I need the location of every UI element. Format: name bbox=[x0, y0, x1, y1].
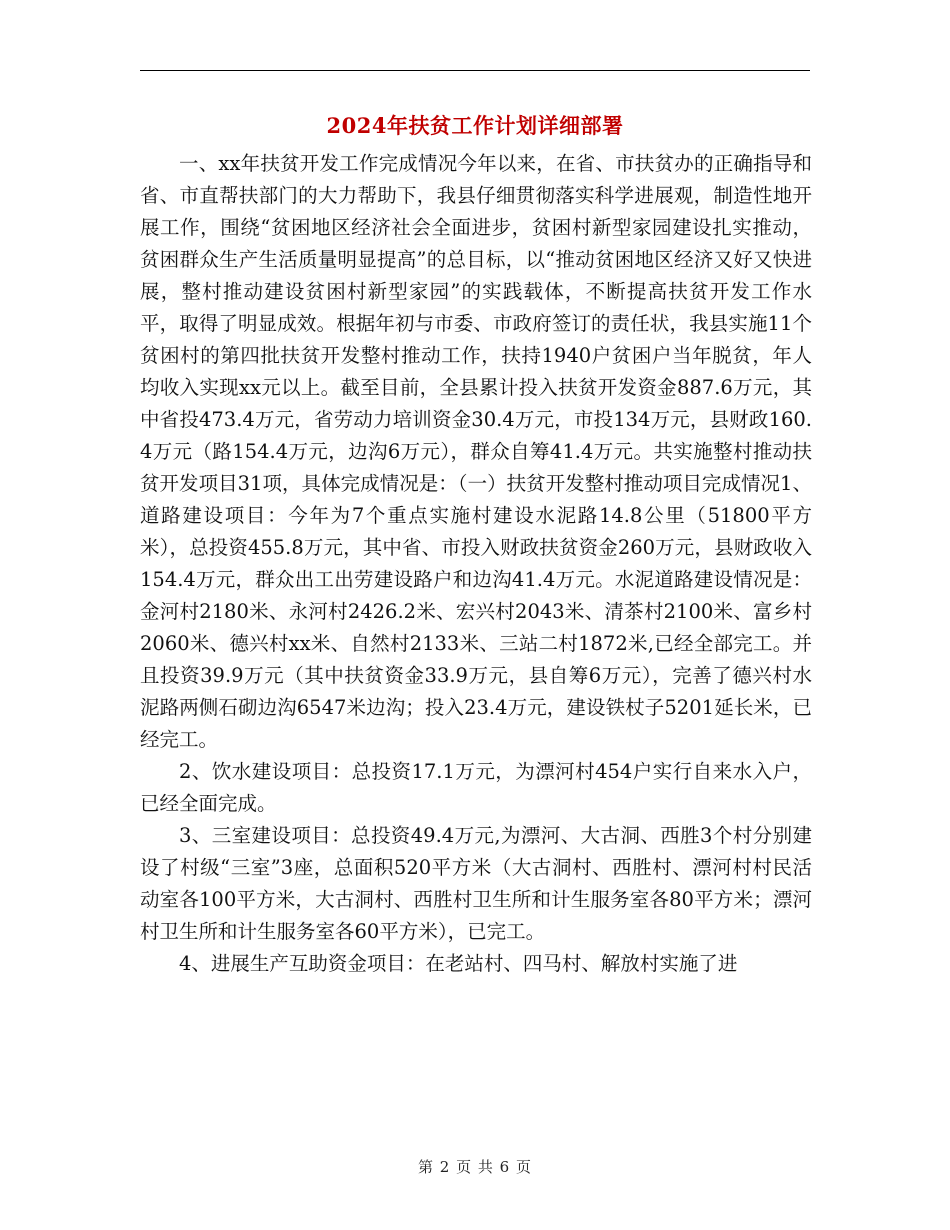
paragraph-2: 2、饮水建设项目：总投资17.1万元，为漂河村454户实行自来水入户，已经全面完成。 bbox=[140, 760, 812, 815]
page-number: 第 2 页 共 6 页 bbox=[418, 1158, 532, 1176]
paragraph-4: 4、进展生产互助资金项目：在老站村、四马村、解放村实施了进 bbox=[179, 952, 738, 975]
document-title: 2024年扶贫工作计划详细部署 bbox=[326, 113, 624, 138]
paragraph-1: 一、xx年扶贫开发工作完成情况今年以来，在省、市扶贫办的正确指导和省、市直帮扶部门的大力帮助下，我县仔细贯彻落实科学进展观，制造性地开展工作，围绕“贫困地区经济社会全面进步，贫困村新型家园建设扎实推动，贫困群众生产生活质量明显提高”的总目标，以“推动贫困地区经济又好又快进展，整村推动建设贫困村新型家园”的实践载体，不断提高扶贫开发工作水平，取得了明显成效。根据年初与市委、市政府签订的责任状，我县实施11个贫困村的第四批扶贫开发整村推动工作，扶持1940户贫困户当年脱贫，年人均收入实现xx元以上。截至目前，全县累计投入扶贫开发资金887.6万元，其中省投473.4万元，省劳动力培训资金30.4万元，市投134万元，县财政160.4万元（路154.4万元，边沟6万元），群众自筹41.4万元。共实施整村推动扶贫开发项目31项，具体完成情况是：（一）扶贫开发整村推动项目完成情况1、道路建设项目：今年为7个重点实施村建设水泥路14.8公里（51800平方米），总投资455.8万元，其中省、市投入财政扶贫资金260万元，县财政收入154.4万元，群众出工出劳建设路户和边沟41.4万元。水泥道路建设情况是：金河村2180米、永河村2426.2米、宏兴村2043米、清茶村2100米、富乡村2060米、德兴村xx米、自然村2133米、三站二村1872米,已经全部完工。并且投资39.9万元（其中扶贫资金33.9万元，县自筹6万元），完善了德兴村水泥路两侧石砌边沟6547米边沟；投入23.4万元，建设铁杖子5201延长米，已经完工。 bbox=[140, 152, 812, 751]
document-body bbox=[140, 148, 812, 980]
paragraph-3: 3、三室建设项目：总投资49.4万元,为漂河、大古洞、西胜3个村分别建设了村级“三室”3座，总面积520平方米（大古洞村、西胜村、漂河村村民活动室各100平方米，大古洞村、西胜村卫生所和计生服务室各80平方米；漂河村卫生所和计生服务室各60平方米），已完工。 bbox=[140, 824, 812, 943]
header-rule bbox=[140, 70, 810, 71]
